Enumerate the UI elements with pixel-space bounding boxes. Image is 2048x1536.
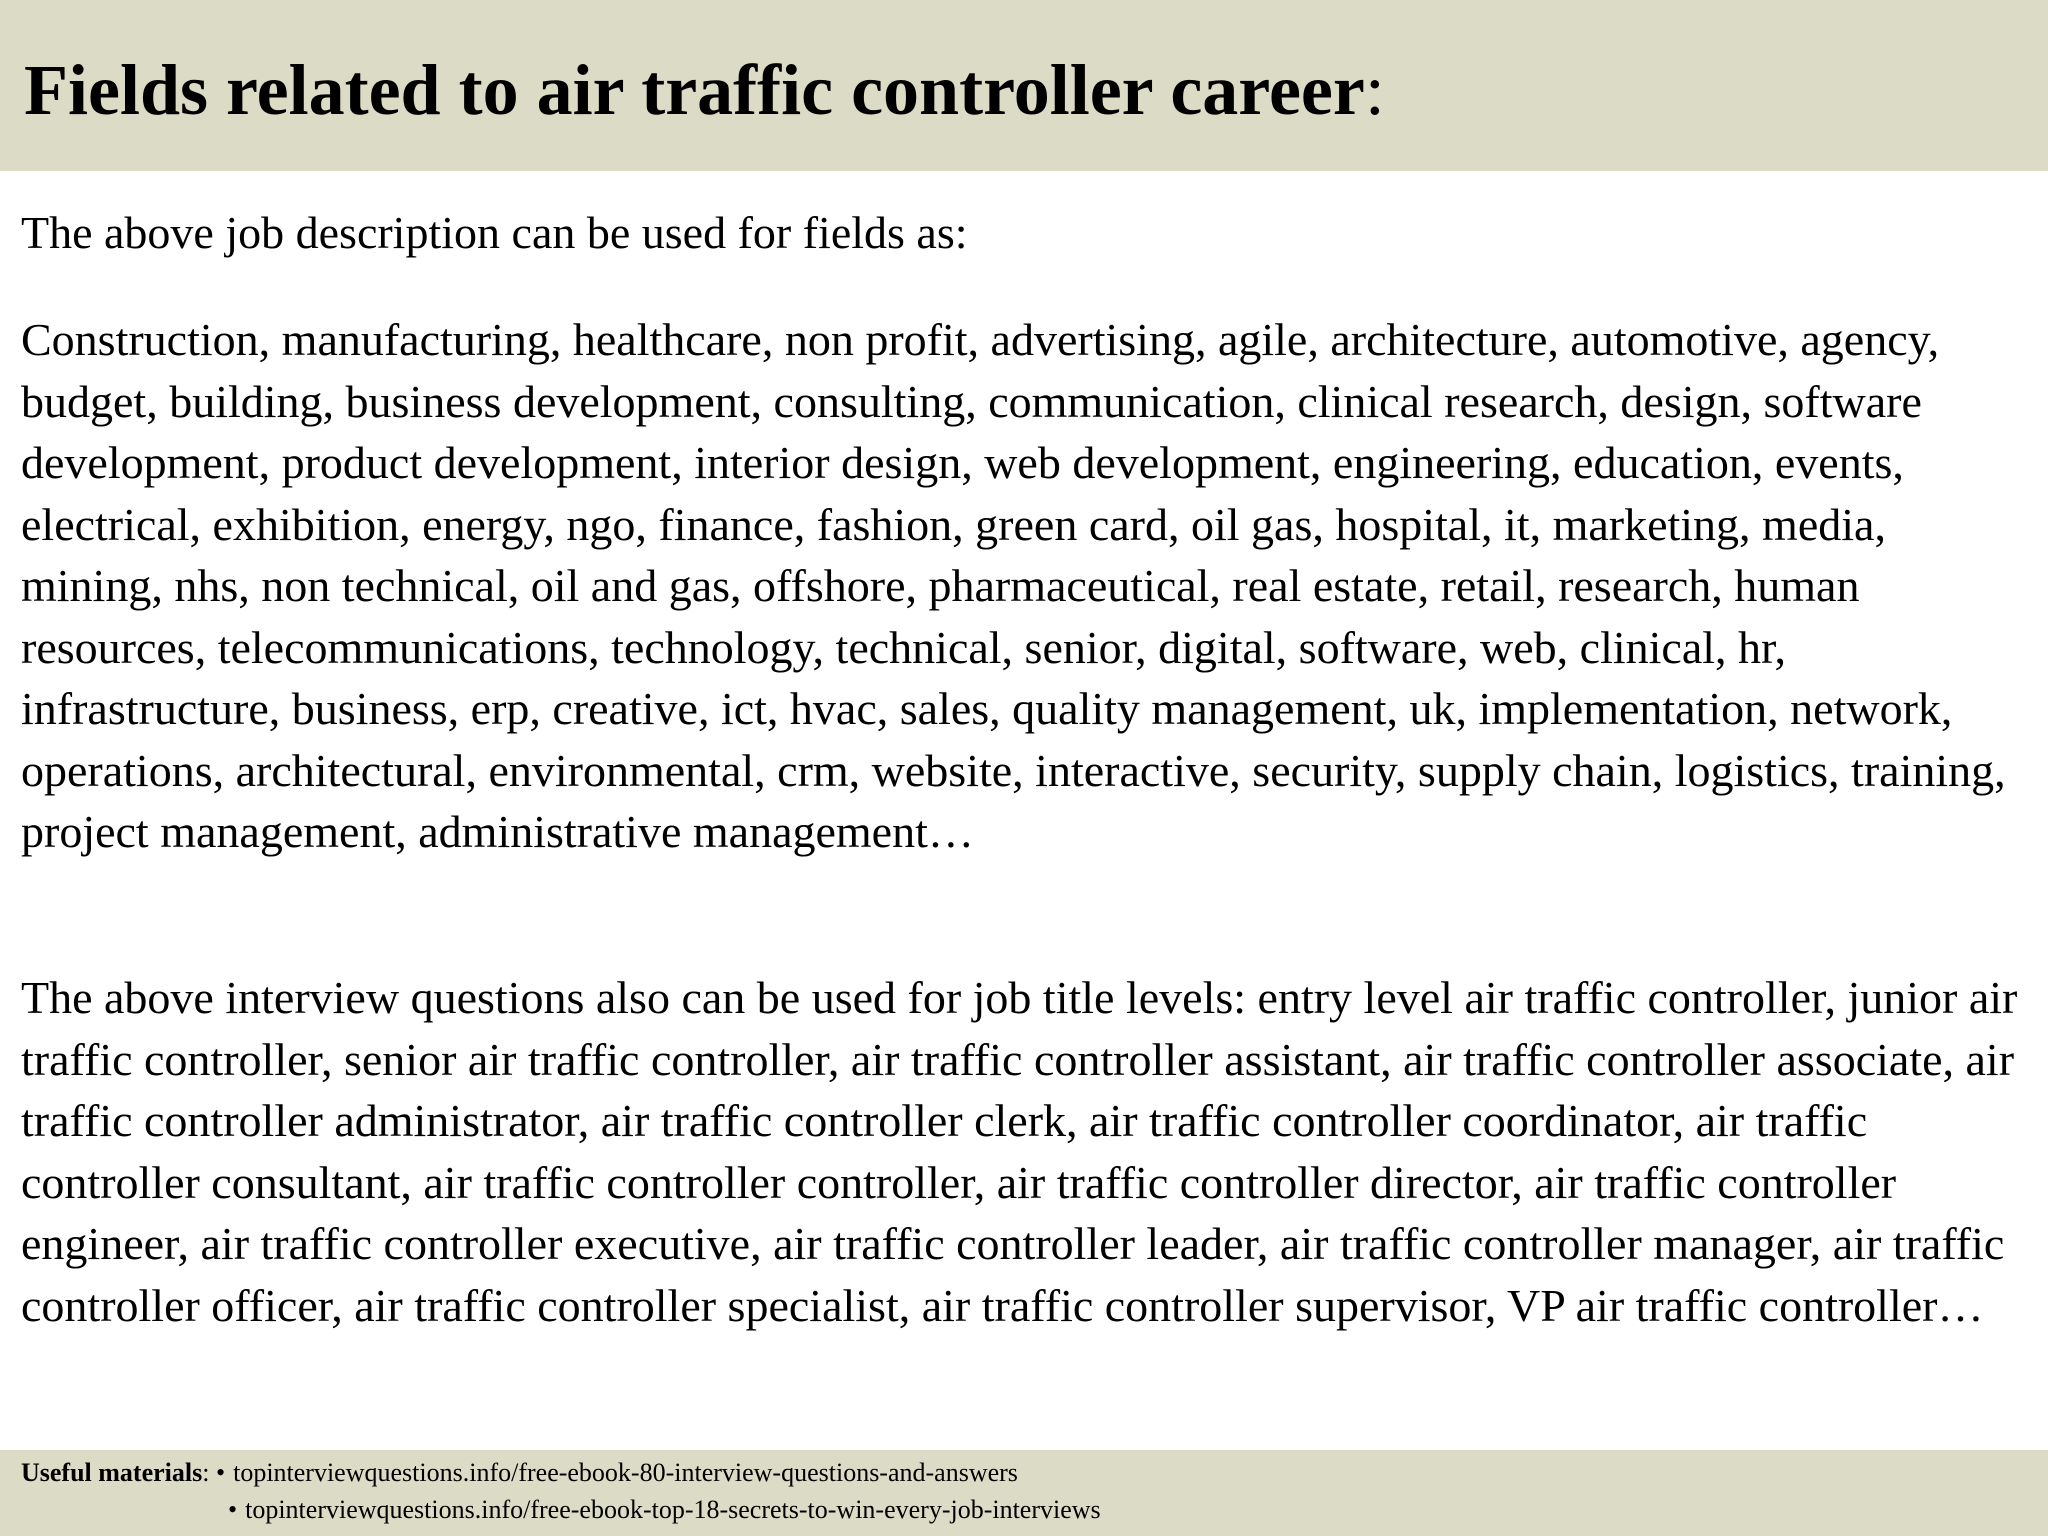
footer-link-2[interactable]: topinterviewquestions.info/free-ebook-top-18-secrets-to-win-every-job-interviews (245, 1495, 1101, 1524)
useful-materials-label: Useful materials (21, 1458, 203, 1487)
fields-list: Construction, manufacturing, healthcare, non profit, advertising, agile, architecture, automotive, agency, budget, building, business development, consulting, communication, clinical research, design, software development, product development, interior design, web development, engineering, education, events, electrical, exhibition, energy, ngo, finance, fashion, green card, oil gas, hospital, it, marketing, media, mining, nhs, non technical, oil and gas, offshore, pharmaceutical, real estate, retail, research, human resources, telecommunications, technology, technical, senior, digital, software, web, clinical, hr, infrastructure, business, erp, creative, ict, hvac, sales, quality management, uk, implementation, network, operations, architectural, environmental, crm, website, interactive, security, supply chain, logistics, training, project management, administrative management… (21, 314, 2006, 857)
footer-row-1 (21, 1456, 1018, 1490)
bullet-icon: • (228, 1495, 238, 1524)
bullet-icon: • (215, 1458, 226, 1487)
useful-materials-separator: : (202, 1458, 210, 1487)
slide-title (24, 46, 1385, 134)
footer-row-2 (228, 1493, 1101, 1527)
slide-title-text: Fields related to air traffic controller career (24, 50, 1365, 130)
slide-title-colon: : (1364, 50, 1385, 130)
job-levels-text: The above interview questions also can be used for job title levels: entry level air traffic controller, junior air traffic controller, senior air traffic controller, air traffic controller assistant, air traffic controller associate, air traffic controller administrator, air traffic controller clerk, air traffic controller coordinator, air traffic controller consultant, air traffic controller controller, air traffic controller director, air traffic controller engineer, air traffic controller executive, air traffic controller leader, air traffic controller manager, air traffic controller officer, air traffic controller specialist, air traffic controller supervisor, VP air traffic controller… (21, 972, 2018, 1331)
intro-text: The above job description can be used for fields as: (21, 207, 968, 258)
footer-link-1[interactable]: topinterviewquestions.info/free-ebook-80-interview-questions-and-answers (233, 1458, 1018, 1487)
